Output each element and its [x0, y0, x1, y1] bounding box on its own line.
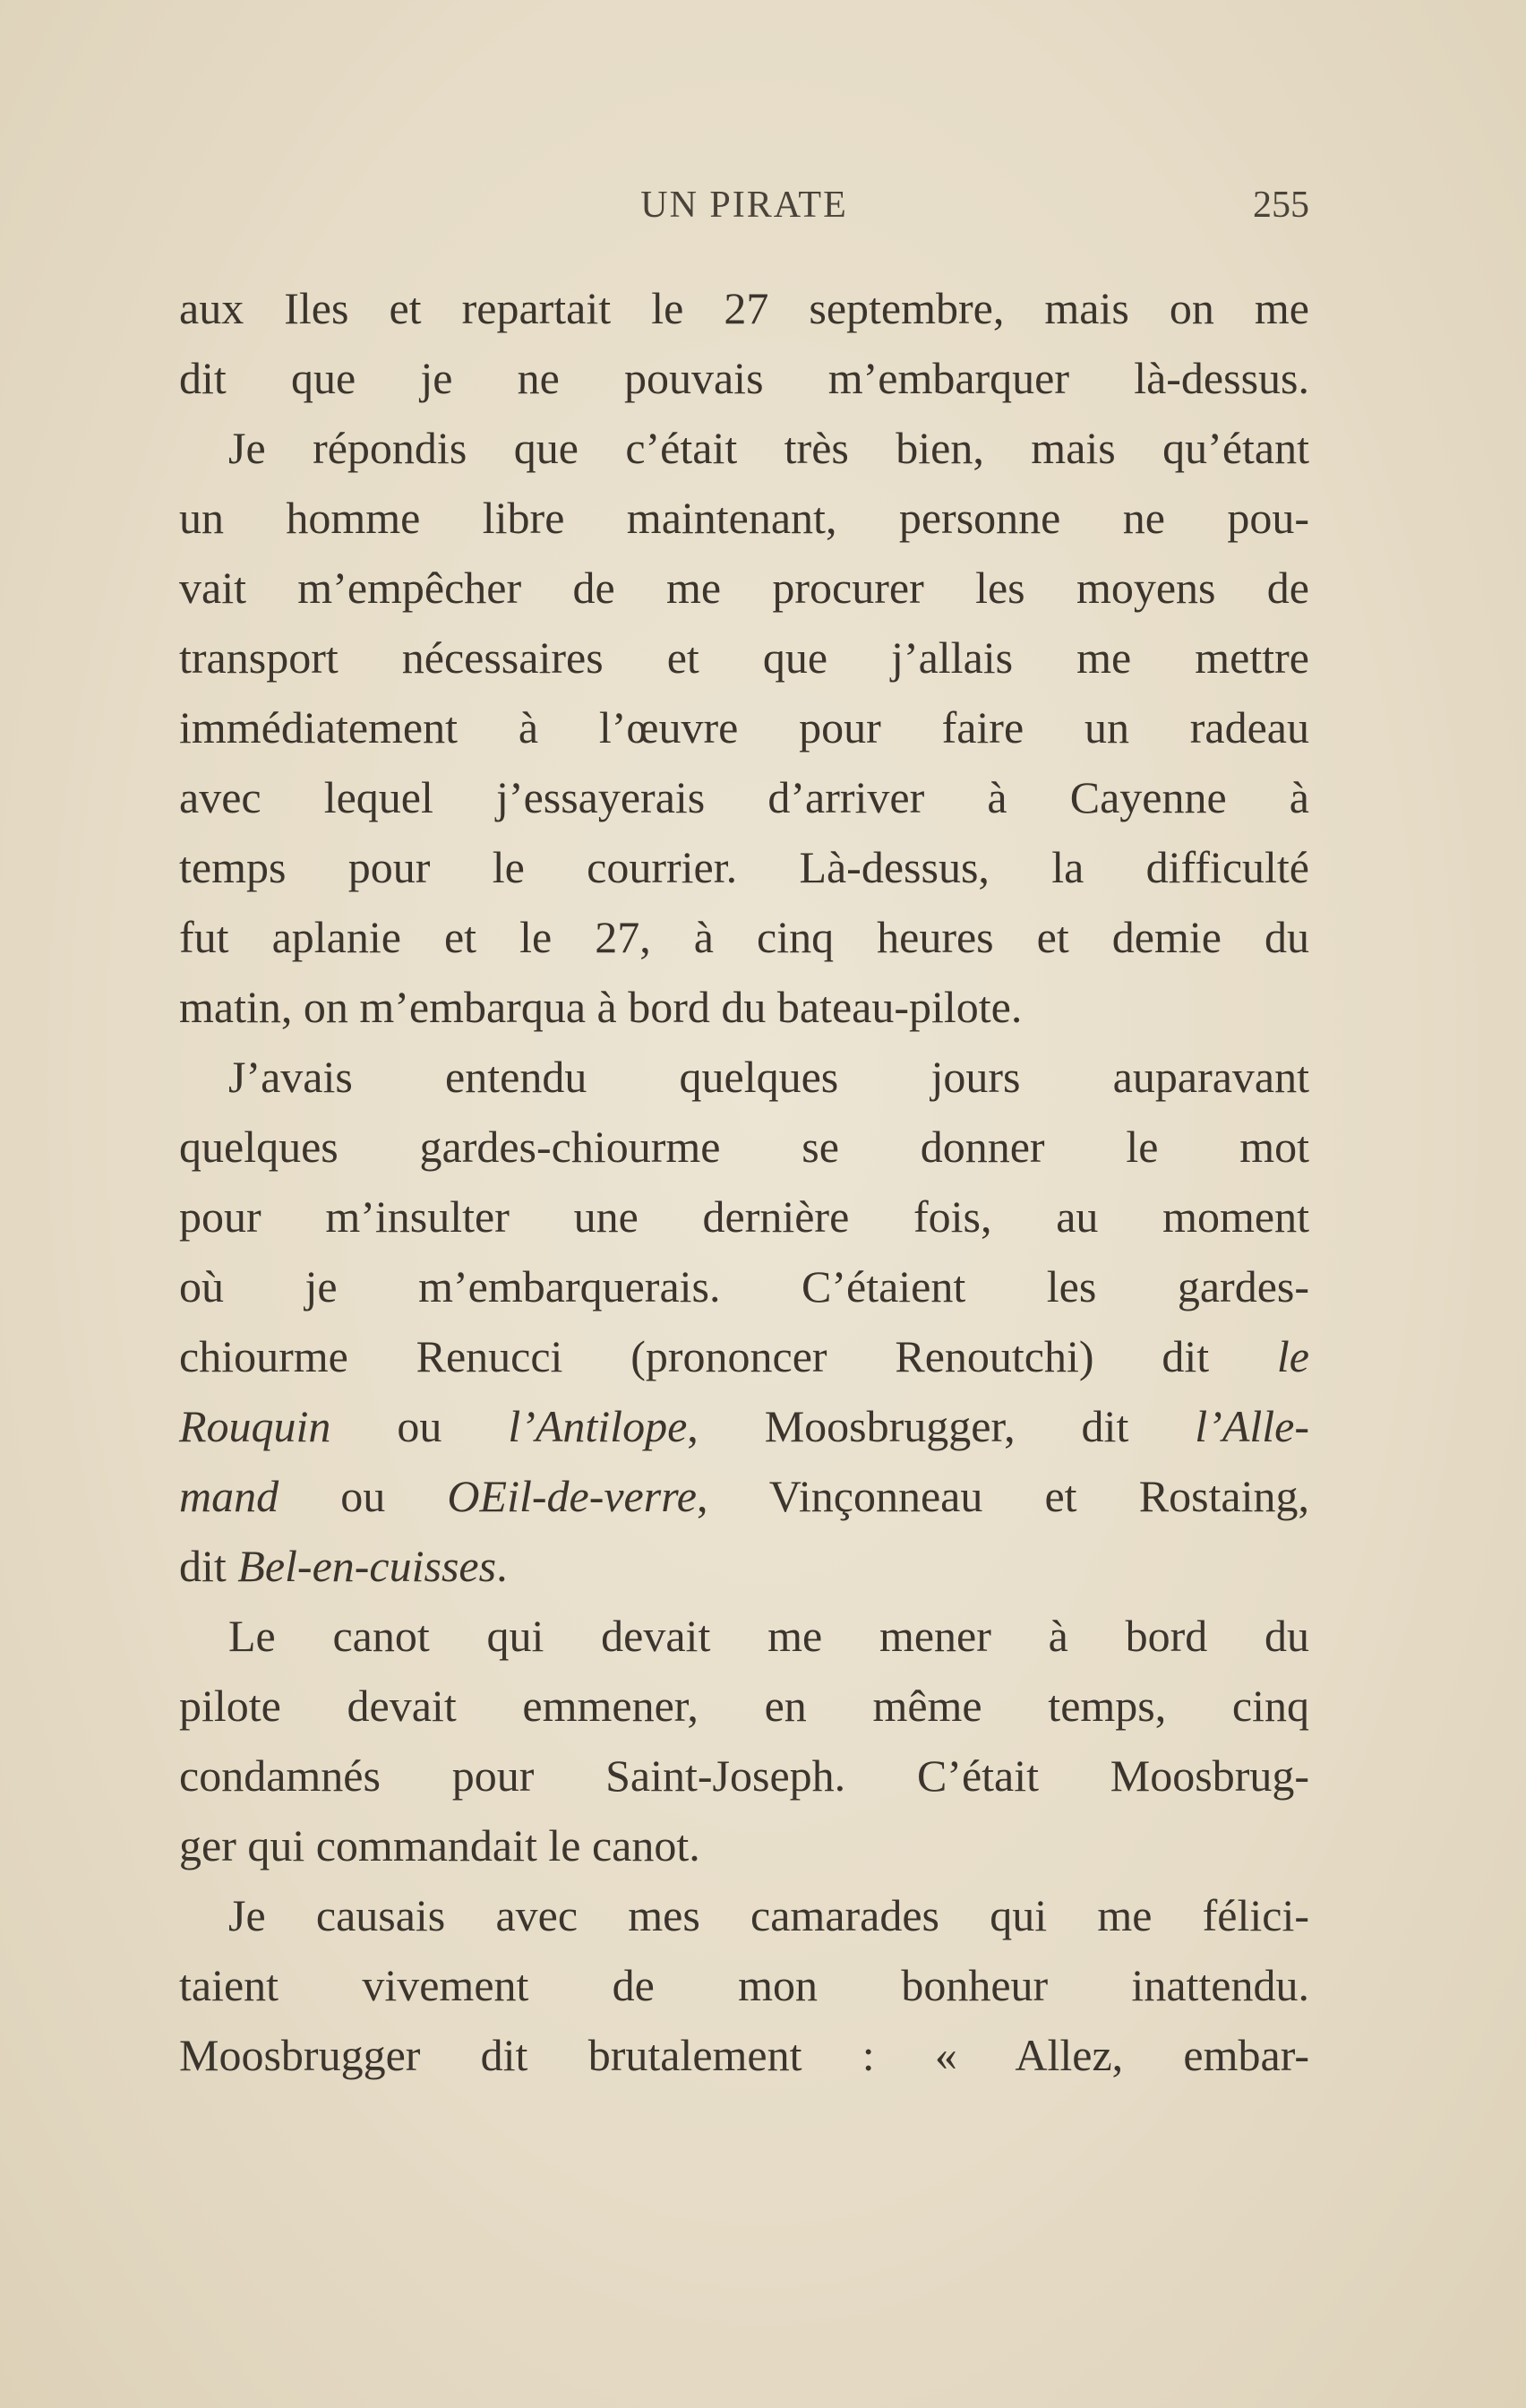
text-line: dit que je ne pouvais m’embarquer là-dessus.: [179, 353, 1309, 403]
text-line: transport nécessaires et que j’allais me mettre: [179, 632, 1309, 683]
body-text: [179, 273, 1309, 2090]
page-header: [179, 184, 1309, 237]
text-line: [179, 1321, 1309, 1391]
italic-text: l’Antilope: [508, 1401, 688, 1451]
italic-text: le: [1276, 1331, 1309, 1381]
text-line: fut aplanie et le 27, à cinq heures et demie du: [179, 912, 1309, 962]
text-line: Moosbrugger dit brutalement : « Allez, embar-: [179, 2030, 1309, 2080]
text-line: pilote devait emmener, en même temps, cinq: [179, 1681, 1309, 1731]
text-line: Le canot qui devait me mener à bord du: [228, 1611, 1309, 1661]
text-line: [179, 1531, 1309, 1601]
text-line: condamnés pour Saint-Joseph. C’était Moosbrug-: [179, 1750, 1309, 1801]
text-line: matin, on m’embarqua à bord du bateau-pilote.: [179, 982, 1023, 1032]
text-line: ger qui commandait le canot.: [179, 1820, 700, 1870]
text-segment: , Vinçonneau et Rostaing,: [697, 1471, 1309, 1521]
text-line: taient vivement de mon bonheur inattendu.: [179, 1960, 1309, 2010]
running-title: UN PIRATE: [640, 185, 848, 226]
text-line: pour m’insulter une dernière fois, au moment: [179, 1191, 1309, 1242]
text-line: Je causais avec mes camarades qui me félici-: [228, 1890, 1309, 1940]
page-number: 255: [1253, 185, 1309, 226]
italic-text: Rouquin: [179, 1401, 331, 1451]
text-segment: chiourme Renucci (prononcer Renoutchi) dit: [179, 1331, 1210, 1381]
text-line: temps pour le courrier. Là-dessus, la difficulté: [179, 842, 1309, 892]
text-segment: dit: [179, 1541, 227, 1591]
text-line: avec lequel j’essayerais d’arriver à Cayenne à: [179, 772, 1309, 822]
text-line: aux Iles et repartait le 27 septembre, mais on me: [179, 283, 1309, 333]
text-line: quelques gardes-chiourme se donner le mot: [179, 1122, 1309, 1172]
text-line: Je répondis que c’était très bien, mais qu’étant: [228, 423, 1309, 473]
text-segment: , Moosbrugger, dit: [687, 1401, 1129, 1451]
text-line: [179, 1461, 1309, 1531]
text-segment: ou: [397, 1401, 442, 1451]
text-segment: ou: [340, 1471, 386, 1521]
italic-text: mand: [179, 1471, 279, 1521]
text-line: vait m’empêcher de me procurer les moyens de: [179, 563, 1309, 613]
italic-text: l’Alle-: [1195, 1401, 1309, 1451]
text-line: [179, 1391, 1309, 1461]
text-segment: .: [496, 1541, 508, 1591]
text-line: immédiatement à l’œuvre pour faire un radeau: [179, 702, 1309, 752]
text-line: où je m’embarquerais. C’étaient les gardes-: [179, 1261, 1309, 1312]
text-line: J’avais entendu quelques jours auparavant: [228, 1052, 1309, 1102]
italic-text: Bel-en-cuisses: [237, 1541, 497, 1591]
text-line: un homme libre maintenant, personne ne pou-: [179, 493, 1309, 543]
italic-text: OEil-de-verre: [447, 1471, 697, 1521]
